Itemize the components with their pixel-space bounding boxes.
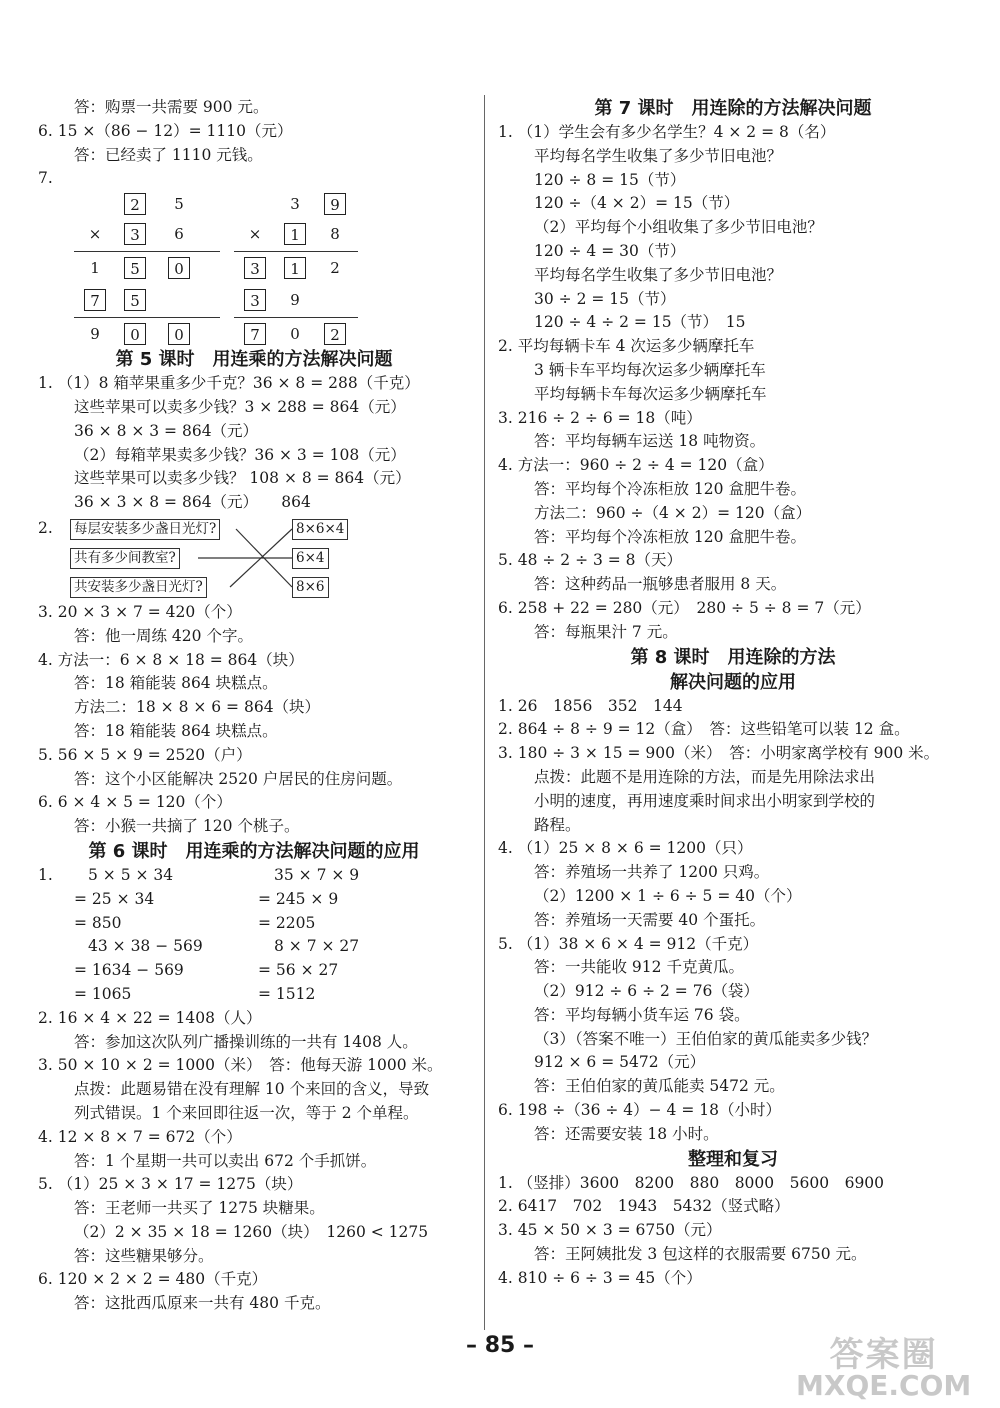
m1-r1-digit-1: 2 (124, 193, 146, 215)
lesson-7-line: 3. 216 ÷ 2 ÷ 6 = 18（吨） (498, 408, 702, 427)
lesson-8-line: 6. 198 ÷（36 ÷ 4）− 4 = 18（小时） (498, 1101, 781, 1120)
lesson-7-line: 5. 48 ÷ 2 ÷ 3 = 8（天） (498, 551, 683, 570)
m1-r5-digit-1: 9 (90, 325, 100, 344)
calc-right-expression: = 245 × 9 (258, 889, 339, 908)
lesson-8-line: 答：还需要安装 18 小时。 (534, 1124, 719, 1143)
lesson-6-line: 点拨：此题易错在没有理解 10 个来回的含义，导致 (74, 1080, 430, 1099)
lesson-8-line: 答：王伯伯家的黄瓜能卖 5472 元。 (534, 1077, 785, 1096)
lesson-7-line: 6. 258 + 22 = 280（元） 280 ÷ 5 ÷ 8 = 7（元） (498, 598, 871, 617)
match-left-2: 共有多少间教室? (70, 548, 180, 569)
m1-r2-digit-2: 6 (174, 225, 184, 244)
lesson-5b-line: 答：18 箱能装 864 块糕点。 (74, 674, 278, 693)
m1-times-sign: × (88, 225, 102, 244)
intro-line: 6. 15 ×（86 − 12）= 1110（元） (38, 121, 293, 140)
lesson-5b-line: 答：这个小区能解决 2520 户居民的住房问题。 (74, 769, 403, 788)
lesson-8-line: 5. （1）38 × 6 × 4 = 912（千克） (498, 934, 759, 953)
intro-line: 7. (38, 169, 53, 188)
lesson-7-line: （2）平均每个小组收集了多少节旧电池？ (534, 218, 823, 237)
lesson-5-title: 第 5 课时 用连乘的方法解决问题 (115, 349, 393, 371)
lesson-8-line: 3. 180 ÷ 3 × 15 = 900（米） 答：小明家离学校有 900 米。 (498, 744, 940, 763)
calc-left-expression: = 1634 − 569 (74, 961, 184, 980)
lesson-7-answers (498, 121, 968, 645)
lesson-7-line: 答：平均每个冷冻柜放 120 盒肥牛卷。 (534, 527, 806, 546)
lesson-5a-line: 这些苹果可以卖多少钱？ 108 × 8 = 864（元） (74, 469, 411, 488)
lesson-5a-line: 36 × 8 × 3 = 864（元） (74, 421, 259, 440)
lesson-6-line: 答：王老师一共买了 1275 块糖果。 (74, 1199, 325, 1218)
m1-r4-digit-2: 5 (124, 289, 146, 311)
m2-r1-digit-1: 3 (290, 195, 300, 214)
lesson-8-line: 答：平均每辆小货车运 76 袋。 (534, 1005, 750, 1024)
calc-row (38, 912, 470, 936)
intro-line: 答：购票一共需要 900 元。 (74, 98, 269, 116)
lesson-6-line: 答：参加这次队列广播操训练的一共有 1408 人。 (74, 1032, 418, 1051)
lesson-8-line: 点拨：此题不是用连除的方法，而是先用除法求出 (534, 767, 876, 786)
lesson-7-line: 平均每名学生收集了多少节旧电池？ (534, 146, 783, 165)
lesson-7-line: 答：每瓶果汁 7 元。 (534, 622, 678, 641)
lesson-6-line: 2. 16 × 4 × 22 = 1408（人） (38, 1008, 262, 1027)
lesson-5b-line: 4. 方法一：6 × 8 × 18 = 864（块） (38, 650, 304, 669)
left-intro-block (38, 96, 470, 191)
calc-left-expression: = 25 × 34 (74, 889, 155, 908)
m2-r5-digit-2: 0 (290, 325, 300, 344)
m2-r4-digit-1: 3 (244, 289, 266, 311)
m2-r3-digit-2: 1 (284, 257, 306, 279)
calc-row (38, 959, 470, 983)
left-column (38, 96, 470, 1316)
lesson-7-line: 方法二：960 ÷（4 × 2）= 120（盒） (534, 503, 812, 522)
lesson-6-title: 第 6 课时 用连乘的方法解决问题的应用 (88, 840, 420, 862)
lesson-5b-line: 方法二：18 × 8 × 6 = 864（块） (74, 698, 321, 717)
review-line: 1. （竖排）3600 8200 880 8000 5600 6900 (498, 1173, 885, 1192)
review-line: 2. 6417 702 1943 5432（竖式略） (498, 1197, 790, 1216)
m1-r2-digit-1: 3 (124, 223, 146, 245)
lesson-7-line: 120 ÷（4 × 2）= 15（节） (534, 194, 740, 213)
watermark-line-2: MXQE.COM (796, 1369, 972, 1402)
review-line: 4. 810 ÷ 6 ÷ 3 = 45（个） (498, 1268, 702, 1287)
lesson-7-line: 平均每辆卡车每次运多少辆摩托车 (534, 384, 767, 403)
calc-left-expression: 43 × 38 − 569 (88, 937, 203, 956)
m1-r3-digit-3: 0 (168, 257, 190, 279)
watermark-line-1: 答案圈 (829, 1335, 938, 1375)
lesson-7-line: 1. （1）学生会有多少名学生？4 × 2 = 8（名） (498, 123, 836, 141)
vertical-multiplication (38, 191, 470, 347)
lesson-7-line: 30 ÷ 2 = 15（节） (534, 289, 676, 308)
lesson-7-line: 4. 方法一：960 ÷ 2 ÷ 4 = 120（盒） (498, 456, 774, 475)
lesson-7-line: 120 ÷ 4 ÷ 2 = 15（节） 15 (534, 313, 746, 332)
calc-right-expression: = 56 × 27 (258, 961, 339, 980)
match-left-3: 共安装多少盏日光灯? (70, 577, 207, 598)
lesson-8-title-line-1: 第 8 课时 用连除的方法 (630, 646, 836, 668)
matching-number: 2. (38, 518, 53, 537)
match-right-1: 8×6×4 (292, 519, 348, 540)
lesson-5a-line: 这些苹果可以卖多少钱？3 × 288 = 864（元） (74, 397, 406, 416)
lesson-7-line: 2. 平均每辆卡车 4 次运多少辆摩托车 (498, 337, 755, 356)
lesson-5b-line: 6. 6 × 4 × 5 = 120（个） (38, 793, 232, 812)
m1-r3-digit-1: 1 (90, 259, 100, 278)
lesson-6-line: 5. （1）25 × 3 × 17 = 1275（块） (38, 1175, 303, 1194)
lesson-8-line: 小明的速度，再用速度乘时间求出小明家到学校的 (534, 791, 876, 810)
m2-r5-digit-3: 2 (324, 323, 346, 345)
lesson-8-answers (498, 695, 968, 1147)
column-divider (484, 95, 485, 1330)
matching-lines (38, 515, 470, 601)
m2-rule-2 (234, 317, 358, 318)
lesson-5b-line: 3. 20 × 3 × 7 = 420（个） (38, 602, 242, 621)
lesson-5a-line: 1. （1）8 箱苹果重多少千克？36 × 8 = 288（千克） (38, 374, 420, 393)
calc-right-expression: = 1512 (258, 984, 316, 1003)
calc-left-expression: = 1065 (74, 984, 132, 1003)
m1-r4-digit-1: 7 (84, 289, 106, 311)
calc-left-expression: = 850 (74, 913, 122, 932)
lesson-8-line: 答：一共能收 912 千克黄瓜。 (534, 958, 744, 977)
calc-row (38, 888, 470, 912)
lesson-8-line: 路程。 (534, 815, 581, 834)
right-column (498, 96, 968, 1291)
m2-r2-digit-2: 8 (330, 225, 340, 244)
lesson-8-line: （3）（答案不唯一）王伯伯家的黄瓜能卖多少钱？ (534, 1029, 878, 1048)
m1-r1-digit-2: 5 (174, 195, 184, 214)
lesson-6-line: 4. 12 × 8 × 7 = 672（个） (38, 1127, 242, 1146)
matching-diagram (38, 515, 470, 601)
m1-r5-digit-2: 0 (124, 323, 146, 345)
lesson-6-line: 答：这些糖果够分。 (74, 1246, 214, 1265)
lesson-5a-line: （2）每箱苹果卖多少钱？36 × 3 = 108（元） (74, 445, 406, 464)
review-line: 答：王阿姨批发 3 包这样的衣服需要 6750 元。 (534, 1245, 867, 1264)
lesson-7-line: 120 ÷ 8 = 15（节） (534, 170, 686, 189)
match-left-1: 每层安装多少盏日光灯? (70, 519, 220, 540)
m2-r5-digit-1: 7 (244, 323, 266, 345)
watermark-logo (796, 1335, 972, 1402)
lesson-6-line: 6. 120 × 2 × 2 = 480（千克） (38, 1270, 268, 1289)
lesson-8-line: （2）912 ÷ 6 ÷ 2 = 76（袋） (534, 982, 759, 1001)
match-right-3: 8×6 (292, 577, 329, 598)
m1-r5-digit-3: 0 (168, 323, 190, 345)
lesson-8-line: 答：养殖场一天需要 40 个蛋托。 (534, 910, 766, 929)
calc-number: 1. (38, 865, 53, 884)
lesson-5-part-b (38, 601, 470, 839)
match-right-2: 6×4 (292, 548, 329, 569)
lesson-5b-line: 答：他一周练 420 个字。 (74, 626, 253, 645)
lesson-6-line: 列式错误。1 个来回即往返一次，等于 2 个单程。 (74, 1103, 419, 1122)
lesson-7-line: 120 ÷ 4 = 30（节） (534, 241, 686, 260)
lesson-7-line: 答：平均每个冷冻柜放 120 盒肥牛卷。 (534, 479, 806, 498)
m2-r3-digit-3: 2 (330, 259, 340, 278)
lesson-5b-line: 5. 56 × 5 × 9 = 2520（户） (38, 745, 252, 764)
lesson-8-line: 1. 26 1856 352 144 (498, 696, 683, 715)
m2-r3-digit-1: 3 (244, 257, 266, 279)
lesson-8-title-line-2: 解决问题的应用 (670, 671, 796, 693)
calc-row (38, 864, 470, 888)
lesson-5b-line: 答：18 箱能装 864 块糕点。 (74, 721, 278, 740)
lesson-7-title: 第 7 课时 用连除的方法解决问题 (594, 98, 872, 119)
m2-times-sign: × (248, 225, 262, 244)
m2-r2-digit-1: 1 (284, 223, 306, 245)
lesson-8-line: 答：养殖场一共养了 1200 只鸡。 (534, 863, 770, 882)
lesson-6-line: （2）2 × 35 × 18 = 1260（块） 1260 < 1275 (74, 1222, 429, 1241)
calc-row (38, 983, 470, 1007)
lesson-6-line: 答：这批西瓜原来一共有 480 千克。 (74, 1294, 331, 1313)
calc-right-expression: 35 × 7 × 9 (274, 865, 360, 884)
lesson-6-answers (38, 1007, 470, 1316)
lesson-5-part-a (38, 372, 470, 515)
calc-left-expression: 5 × 5 × 34 (88, 865, 174, 884)
review-answers (498, 1172, 968, 1291)
m1-rule-2 (74, 317, 220, 318)
m1-rule-1 (74, 251, 220, 252)
review-title: 整理和复习 (688, 1148, 778, 1170)
lesson-7-line: 答：平均每辆车运送 18 吨物资。 (534, 432, 766, 451)
lesson-8-line: 2. 864 ÷ 8 ÷ 9 = 12（盒） 答：这些铅笔可以装 12 盒。 (498, 720, 910, 739)
intro-line: 答：已经卖了 1110 元钱。 (74, 145, 263, 164)
m2-rule-1 (234, 251, 358, 252)
calc-right-expression: 8 × 7 × 27 (274, 937, 360, 956)
review-line: 3. 45 × 50 × 3 = 6750（元） (498, 1221, 722, 1240)
page-number: – 85 – (466, 1333, 534, 1358)
calc-right-expression: = 2205 (258, 913, 316, 932)
m2-r1-digit-2: 9 (324, 193, 346, 215)
m1-r3-digit-2: 5 (124, 257, 146, 279)
lesson-7-line: 答：这种药品一瓶够患者服用 8 天。 (534, 575, 787, 594)
lesson-7-line: 平均每名学生收集了多少节旧电池？ (534, 265, 783, 284)
lesson-8-line: （2）1200 × 1 ÷ 6 ÷ 5 = 40（个） (534, 886, 802, 905)
lesson-5a-line: 36 × 3 × 8 = 864（元） 864 (74, 493, 311, 512)
lesson-6-line: 3. 50 × 10 × 2 = 1000（米） 答：他每天游 1000 米。 (38, 1056, 443, 1075)
lesson-8-line: 912 × 6 = 5472（元） (534, 1053, 706, 1072)
m2-r4-digit-2: 9 (290, 291, 300, 310)
calc-row (38, 935, 470, 959)
lesson-6-line: 答：1 个星期一共可以卖出 672 个手抓饼。 (74, 1151, 377, 1170)
lesson-8-line: 4. （1）25 × 8 × 6 = 1200（只） (498, 839, 753, 858)
lesson-7-line: 3 辆卡车平均每次运多少辆摩托车 (534, 360, 766, 379)
lesson-5b-line: 答：小猴一共摘了 120 个桃子。 (74, 817, 300, 836)
lesson-6-calculations (38, 864, 470, 1007)
